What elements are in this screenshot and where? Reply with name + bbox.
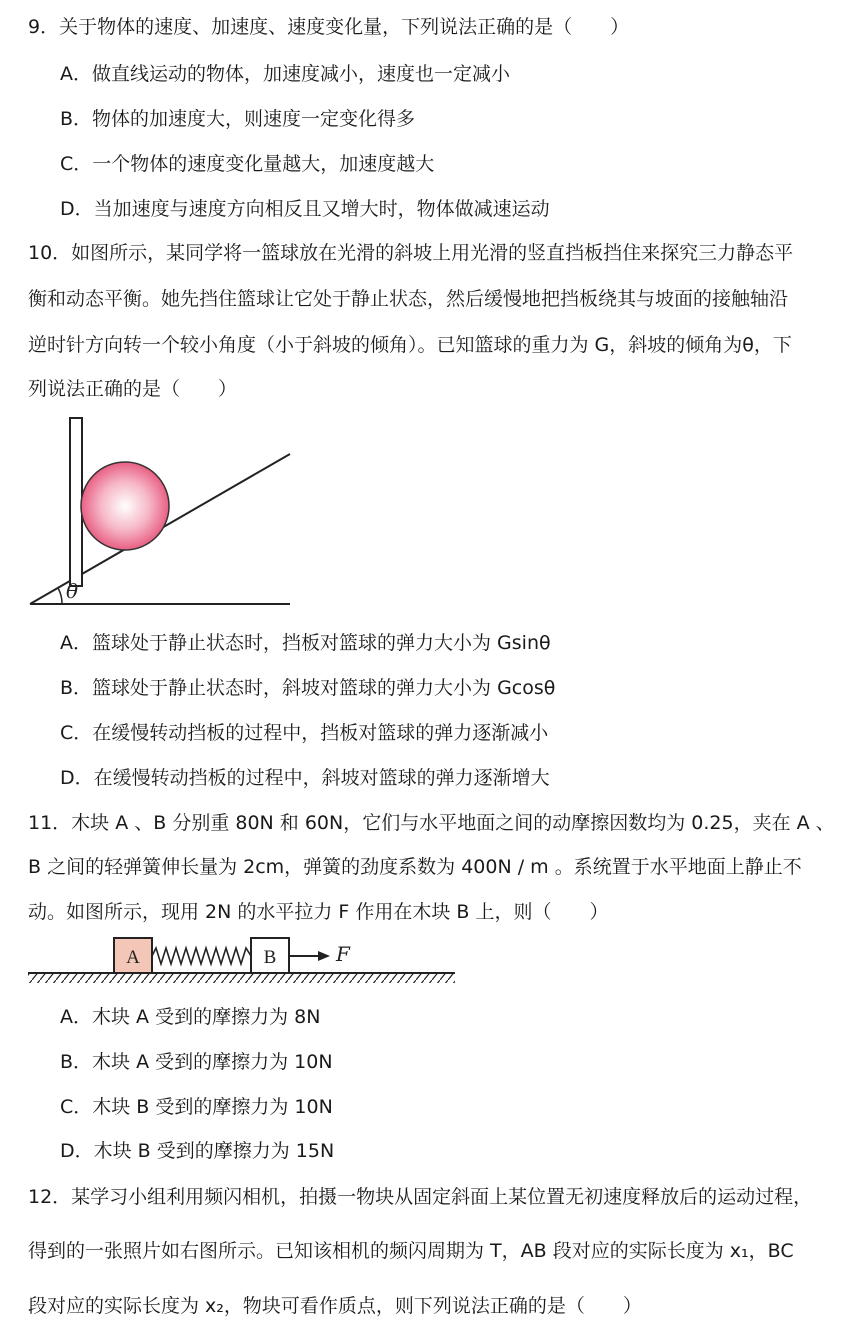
q11-figure [0, 930, 470, 1000]
q11-option-b: B．木块 A 受到的摩擦力为 10N [60, 1051, 333, 1073]
q11-stem-line-2: B 之间的轻弹簧伸长量为 2cm，弹簧的劲度系数为 400N / m 。系统置于水平地面上静止不 [28, 856, 802, 878]
q10-option-a: A．篮球处于静止状态时，挡板对篮球的弹力大小为 Gsinθ [60, 632, 551, 654]
block-a-label: A [126, 947, 140, 968]
q10-stem-line-1: 10．如图所示，某同学将一篮球放在光滑的斜坡上用光滑的竖直挡板挡住来探究三力静态平 [28, 242, 794, 264]
q10-option-c: C．在缓慢转动挡板的过程中，挡板对篮球的弹力逐渐减小 [60, 722, 549, 744]
q11-stem-line-1: 11．木块 A 、B 分别重 80N 和 60N，它们与水平地面之间的动摩擦因数均为 0.25，夹在 A 、 [28, 812, 835, 834]
q10-option-d: D．在缓慢转动挡板的过程中，斜坡对篮球的弹力逐渐增大 [60, 767, 550, 789]
q9-option-a: A．做直线运动的物体，加速度减小，速度也一定减小 [60, 63, 510, 85]
force-label: F [336, 942, 350, 966]
q11-option-c: C．木块 B 受到的摩擦力为 10N [60, 1096, 333, 1118]
q9-option-d: D．当加速度与速度方向相反且又增大时，物体做减速运动 [60, 198, 550, 220]
q12-stem-line-1: 12．某学习小组利用频闪相机，拍摄一物块从固定斜面上某位置无初速度释放后的运动过程， [28, 1186, 813, 1208]
q9-stem: 9．关于物体的速度、加速度、速度变化量，下列说法正确的是（ ） [28, 16, 630, 38]
q12-stem-line-3: 段对应的实际长度为 x₂，物块可看作质点，则下列说法正确的是（ ） [28, 1295, 642, 1317]
floor-hatch [28, 974, 455, 983]
q11-option-a: A．木块 A 受到的摩擦力为 8N [60, 1006, 321, 1028]
angle-theta-label: θ [66, 579, 79, 603]
q10-stem-line-3: 逆时针方向转一个较小角度（小于斜坡的倾角）。已知篮球的重力为 G，斜坡的倾角为θ，下 [28, 334, 792, 356]
block-b-label: B [263, 947, 277, 968]
q9-option-c: C．一个物体的速度变化量越大，加速度越大 [60, 153, 435, 175]
q10-option-b: B．篮球处于静止状态时，斜坡对篮球的弹力大小为 Gcosθ [60, 677, 556, 699]
q10-stem-line-4: 列说法正确的是（ ） [28, 378, 238, 400]
spring [152, 948, 251, 964]
q10-figure [0, 410, 320, 610]
basketball [81, 462, 169, 550]
board [70, 418, 82, 586]
angle-arc [58, 588, 62, 604]
q11-stem-line-3: 动。如图所示，现用 2N 的水平拉力 F 作用在木块 B 上，则（ ） [28, 901, 609, 923]
q11-option-d: D．木块 B 受到的摩擦力为 15N [60, 1140, 335, 1162]
q9-option-b: B．物体的加速度大，则速度一定变化得多 [60, 108, 416, 130]
q12-stem-line-2: 得到的一张照片如右图所示。已知该相机的频闪周期为 T，AB 段对应的实际长度为 x₁，BC [28, 1240, 794, 1262]
q10-stem-line-2: 衡和动态平衡。她先挡住篮球让它处于静止状态，然后缓慢地把挡板绕其与坡面的接触轴沿 [28, 288, 789, 310]
force-arrow-head [318, 951, 330, 961]
